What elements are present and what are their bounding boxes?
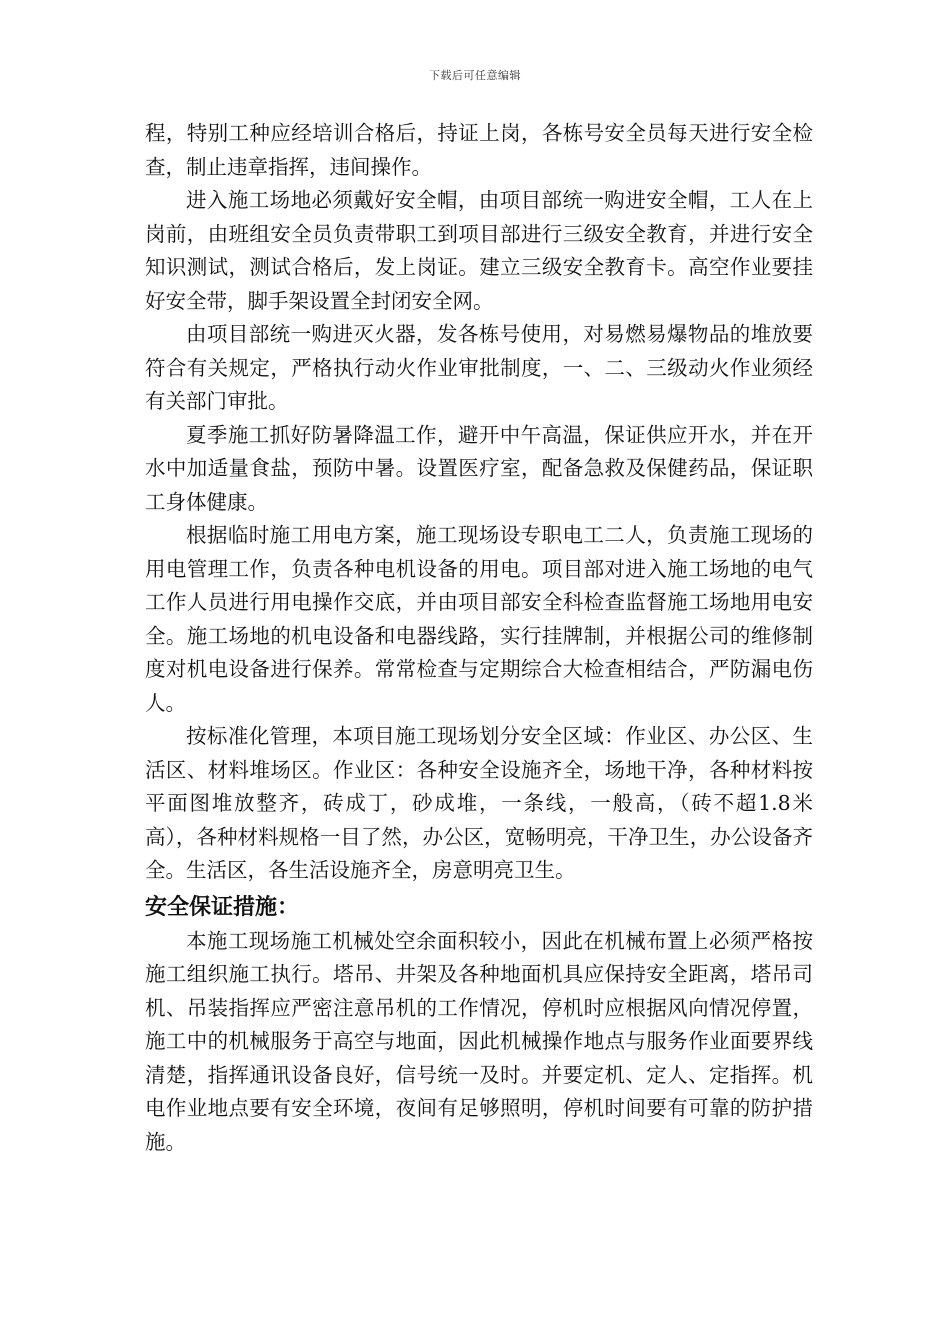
body-text bbox=[145, 117, 813, 1159]
section-heading: 安全保证措施： bbox=[145, 894, 300, 920]
paragraph-continuation: 程，特别工种应经培训合格后，持证上岗，各栋号安全员每天进行安全检查，制止违章指挥，违间操作。 bbox=[145, 121, 813, 179]
header-note: 下载后可任意编辑 bbox=[429, 69, 521, 82]
paragraph-zoning: 按标准化管理，本项目施工现场划分安全区域：作业区、办公区、生活区、材料堆场区。作业区：各种安全设施齐全，场地干净，各种材料按平面图堆放整齐，砖成丁，砂成堆，一条线，一般高，（砖不超1.8米高），各种材料规格一目了然，办公区，宽畅明亮，干净卫生，办公设备齐全。生活区，各生活设施齐全，房意明亮卫生。 bbox=[145, 724, 813, 882]
paragraph-summer-heat: 夏季施工抓好防暑降温工作，避开中午高温，保证供应开水，并在开水中加适量食盐，预防中暑。设置医疗室，配备急救及保健药品，保证职工身体健康。 bbox=[145, 422, 813, 514]
paragraph-safety-helmet: 进入施工场地必须戴好安全帽，由项目部统一购进安全帽，工人在上岗前，由班组安全员负责带职工到项目部进行三级安全教育，并进行安全知识测试，测试合格后，发上岗证。建立三级安全教育卡。高空作业要挂好安全带，脚手架设置全封闭安全网。 bbox=[145, 188, 813, 313]
paragraph-machinery: 本施工现场施工机械处空余面积较小，因此在机械布置上必须严格按施工组织施工执行。塔吊、井架及各种地面机具应保持安全距离，塔吊司机、吊装指挥应严密注意吊机的工作情况，停机时应根据风向情况停置，施工中的机械服务于高空与地面，因此机械操作地点与服务作业面要界线清楚，指挥通讯设备良好，信号统一及时。并要定机、定人、定指挥。机电作业地点要有安全环境，夜间有足够照明，停机时间要有可靠的防护措施。 bbox=[145, 928, 813, 1154]
paragraph-electricity: 根据临时施工用电方案，施工现场设专职电工二人，负责施工现场的用电管理工作，负责各种电机设备的用电。项目部对进入施工场地的电气工作人员进行用电操作交底，并由项目部安全科检查监督施工场地用电安全。施工场地的机电设备和电器线路，实行挂牌制，并根据公司的维修制度对机电设备进行保养。常常检查与定期综合大检查相结合，严防漏电伤人。 bbox=[145, 523, 813, 715]
paragraph-fire-extinguisher: 由项目部统一购进灭火器，发各栋号使用，对易燃易爆物品的堆放要符合有关规定，严格执行动火作业审批制度，一、二、三级动火作业须经有关部门审批。 bbox=[145, 322, 813, 413]
